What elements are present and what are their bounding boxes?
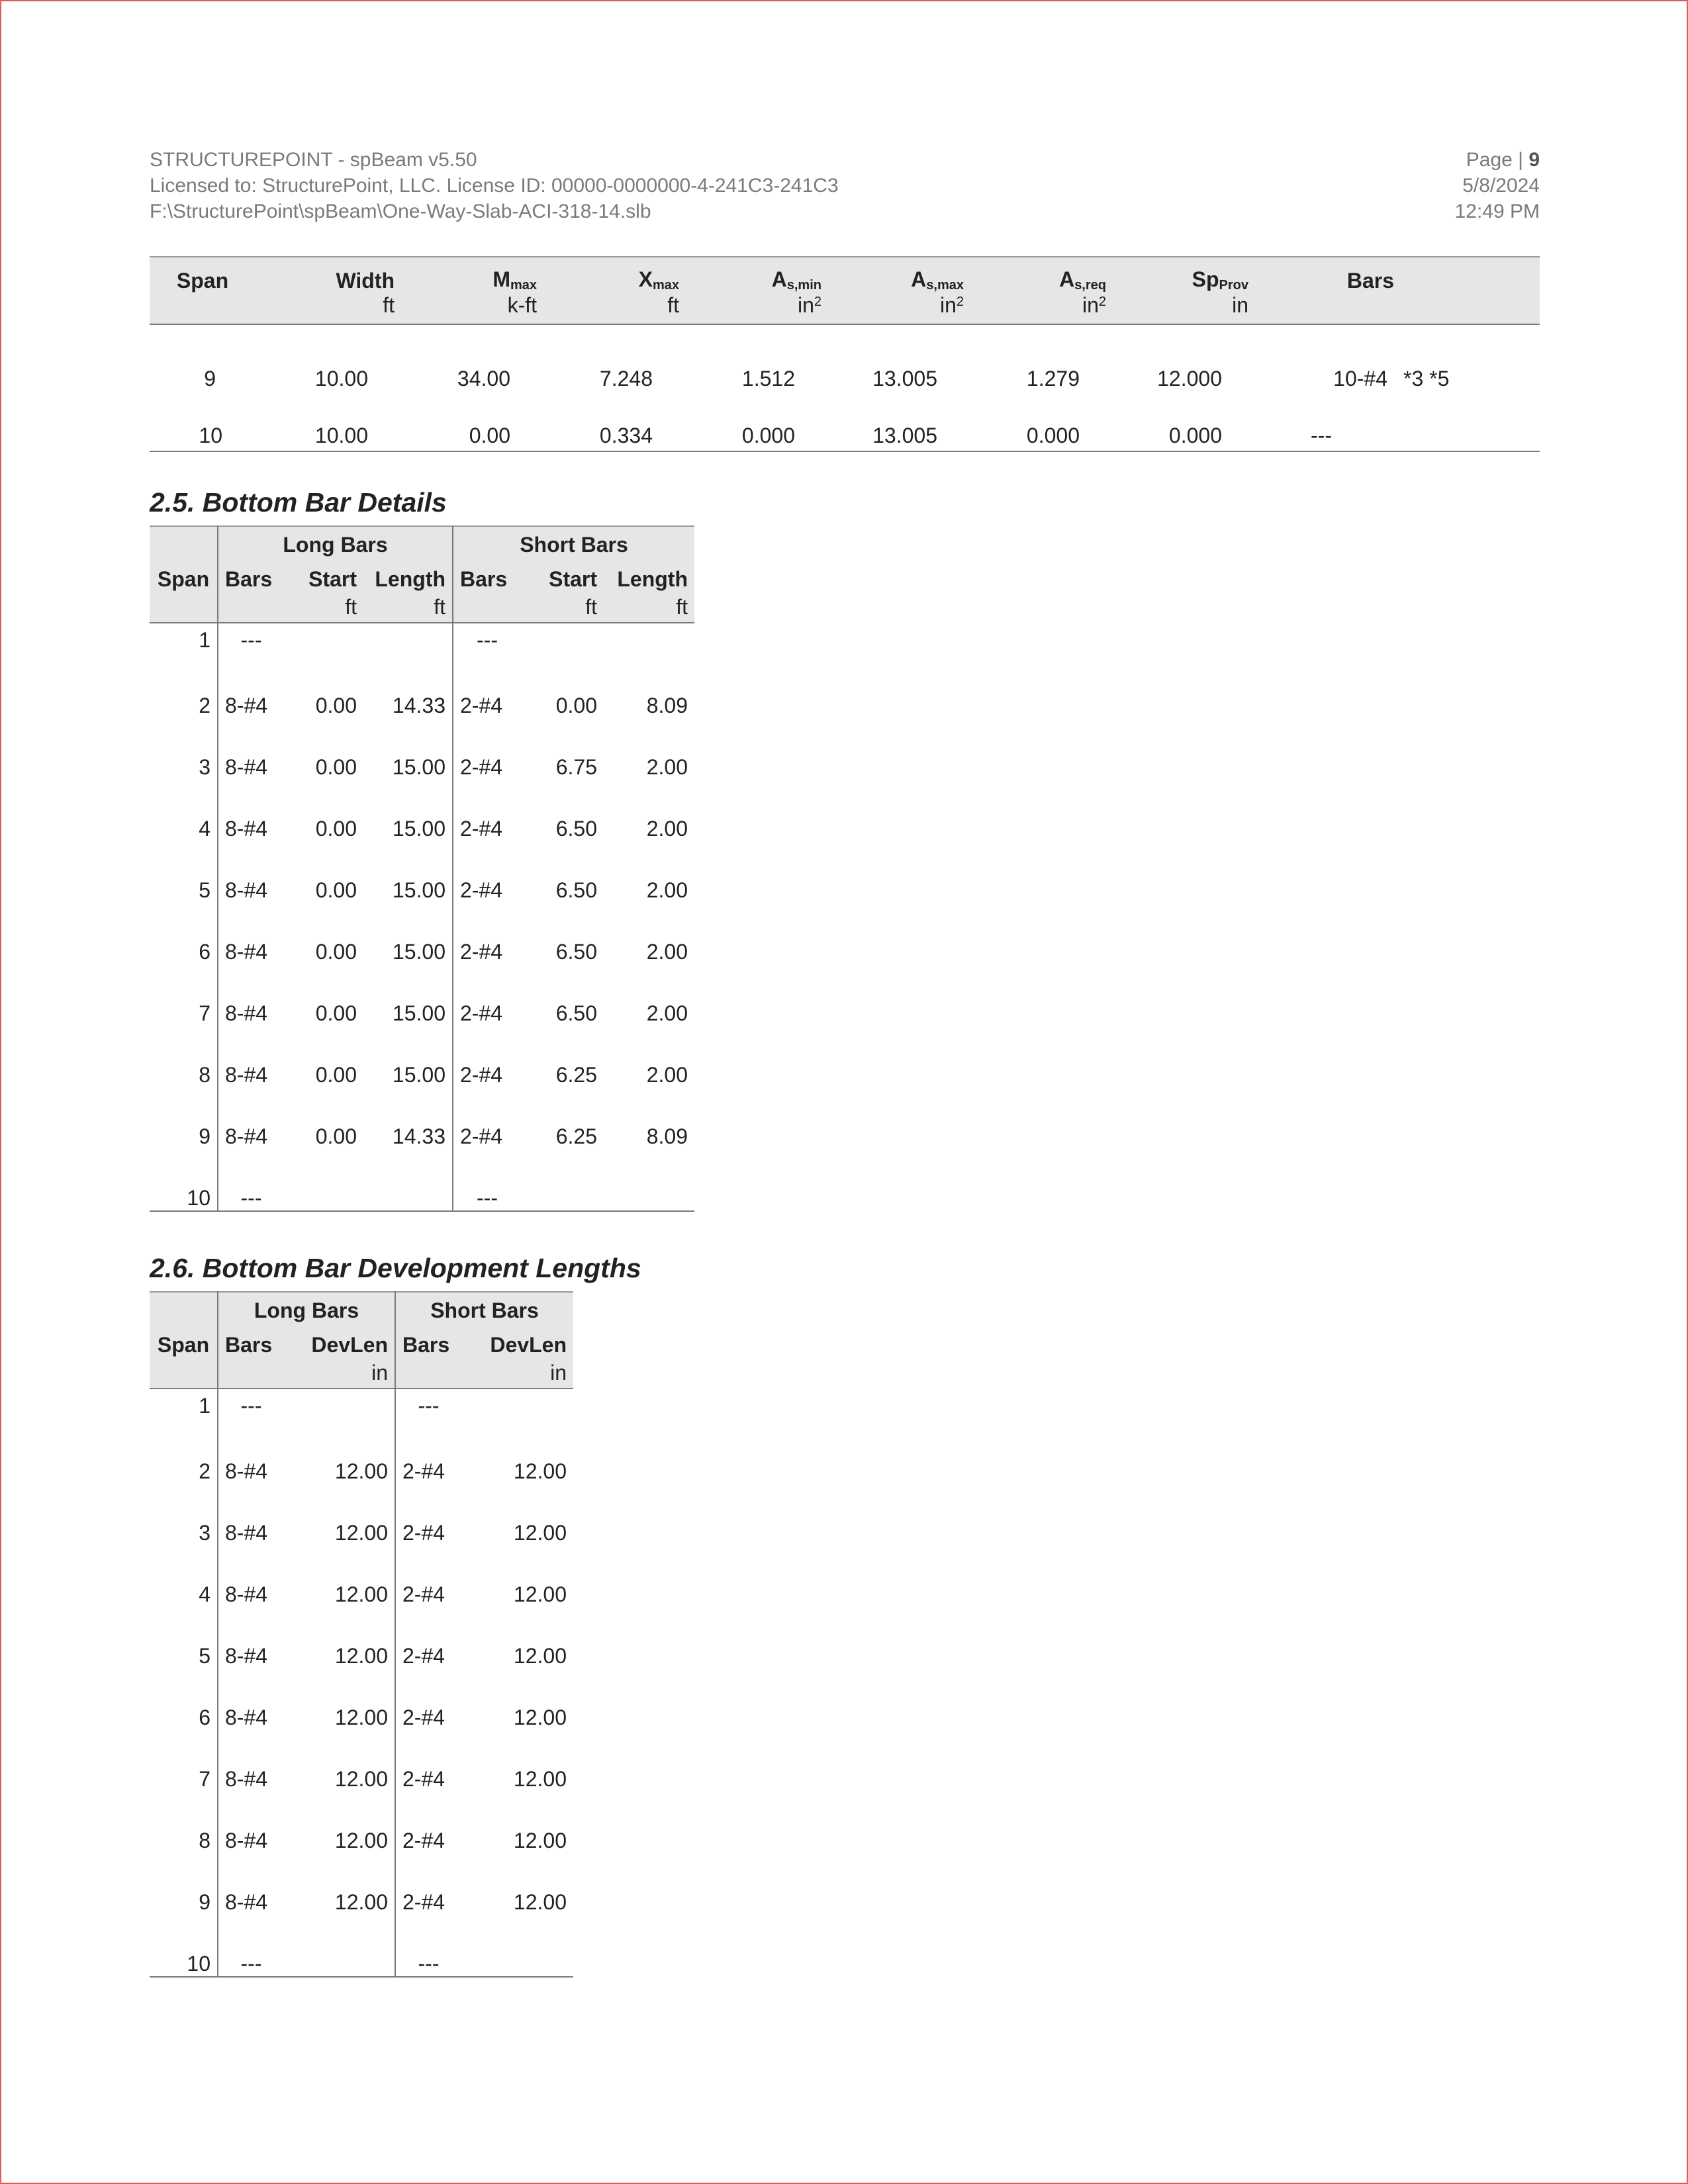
group-header-row bbox=[150, 1292, 573, 1323]
table-row: 3 8-#4 12.00 2-#4 12.00 bbox=[150, 1484, 573, 1545]
unit-asmax: $in^2$ bbox=[821, 293, 964, 324]
col-long-devlen: DevLen bbox=[284, 1323, 395, 1357]
table-row: 5 8-#4 0.00 15.00 2-#4 6.50 2.00 bbox=[150, 841, 694, 903]
table-row: 1 --- --- bbox=[150, 1388, 573, 1422]
table-row: 2 8-#4 12.00 2-#4 12.00 bbox=[150, 1422, 573, 1484]
page-label: Page | bbox=[1466, 149, 1529, 171]
table-row: 10 --- --- bbox=[150, 1915, 573, 1977]
col-asreq: $A_{s,req}$ bbox=[964, 257, 1106, 293]
license-line: Licensed to: StructurePoint, LLC. License ID: 00000-0000000-4-241C3-241C3 bbox=[150, 175, 839, 197]
section-title-bottom-bar-details: 2.5. Bottom Bar Details bbox=[150, 487, 447, 518]
table-row: 4 8-#4 0.00 15.00 2-#4 6.50 2.00 bbox=[150, 780, 694, 841]
col-short-length: Length bbox=[604, 557, 694, 592]
group-long-bars: Long Bars bbox=[218, 526, 453, 557]
unit-width: ft bbox=[256, 293, 395, 324]
col-span: Span bbox=[150, 1323, 218, 1357]
col-short-bars: Bars bbox=[395, 1323, 461, 1357]
development-lengths-table bbox=[150, 1291, 573, 1978]
group-long-bars: Long Bars bbox=[218, 1292, 395, 1323]
group-short-bars: Short Bars bbox=[453, 526, 694, 557]
col-notes bbox=[1394, 257, 1540, 293]
col-span: Span bbox=[150, 257, 256, 293]
col-long-start: Start bbox=[284, 557, 363, 592]
table-row: 6 8-#4 0.00 15.00 2-#4 6.50 2.00 bbox=[150, 903, 694, 964]
col-bars: Bars bbox=[1248, 257, 1394, 293]
col-width: Width bbox=[256, 257, 395, 293]
header-right bbox=[1455, 147, 1540, 224]
page-header bbox=[150, 147, 1540, 226]
units-row: in in bbox=[150, 1357, 573, 1388]
bottom-bar-details-table bbox=[150, 525, 694, 1212]
file-path: F:\StructurePoint\spBeam\One-Way-Slab-ACI-318-14.slb bbox=[150, 201, 651, 222]
app-name: STRUCTUREPOINT - spBeam v5.50 bbox=[150, 149, 477, 171]
table-row: 9 8-#4 12.00 2-#4 12.00 bbox=[150, 1853, 573, 1915]
col-short-bars: Bars bbox=[453, 557, 521, 592]
table-row: 9 8-#4 0.00 14.33 2-#4 6.25 8.09 bbox=[150, 1087, 694, 1149]
column-header-row bbox=[150, 1323, 573, 1357]
page-number bbox=[1455, 147, 1540, 173]
col-asmax: $A_{s,max}$ bbox=[821, 257, 964, 293]
table-row: 7 8-#4 12.00 2-#4 12.00 bbox=[150, 1730, 573, 1792]
table-row: 5 8-#4 12.00 2-#4 12.00 bbox=[150, 1607, 573, 1668]
print-date: 5/8/2024 bbox=[1462, 175, 1540, 197]
print-time: 12:49 PM bbox=[1454, 201, 1540, 222]
group-short-bars: Short Bars bbox=[395, 1292, 573, 1323]
col-long-bars: Bars bbox=[218, 557, 284, 592]
col-mmax: $M_{max}$ bbox=[395, 257, 537, 293]
table-header-row bbox=[150, 257, 1540, 293]
table-row: 3 8-#4 0.00 15.00 2-#4 6.75 2.00 bbox=[150, 718, 694, 780]
page-num: 9 bbox=[1528, 149, 1540, 171]
col-short-start: Start bbox=[521, 557, 604, 592]
unit-spprov: in bbox=[1106, 293, 1248, 324]
table-row: 1 --- --- bbox=[150, 623, 694, 657]
col-long-length: Length bbox=[363, 557, 453, 592]
col-short-devlen: DevLen bbox=[461, 1323, 573, 1357]
group-header-row bbox=[150, 526, 694, 557]
table-row: 8 8-#4 0.00 15.00 2-#4 6.25 2.00 bbox=[150, 1026, 694, 1087]
col-asmin: $A_{s,min}$ bbox=[679, 257, 821, 293]
unit-asreq: $in^2$ bbox=[964, 293, 1106, 324]
unit-asmin: $in^2$ bbox=[679, 293, 821, 324]
col-spprov: $Sp_{Prov}$ bbox=[1106, 257, 1248, 293]
col-span: Span bbox=[150, 557, 218, 592]
table-row: 7 8-#4 0.00 15.00 2-#4 6.50 2.00 bbox=[150, 964, 694, 1026]
reinforcement-table bbox=[150, 256, 1540, 452]
section-title-development-lengths: 2.6. Bottom Bar Development Lengths bbox=[150, 1253, 641, 1283]
table-row: 10 --- --- bbox=[150, 1149, 694, 1211]
unit-mmax: k-ft bbox=[395, 293, 537, 324]
column-header-row bbox=[150, 557, 694, 592]
table-row: 9 10.00 34.00 7.248 1.512 13.005 1.279 12.000 10-#4 *3 *5 bbox=[204, 367, 1450, 390]
col-xmax: $X_{max}$ bbox=[537, 257, 679, 293]
units-row: ft ft ft ft bbox=[150, 592, 694, 623]
table-row: 10 10.00 0.00 0.334 0.000 13.005 0.000 0.000 --- bbox=[150, 400, 1540, 451]
table-row: 6 8-#4 12.00 2-#4 12.00 bbox=[150, 1668, 573, 1730]
table-row: 8 8-#4 12.00 2-#4 12.00 bbox=[150, 1792, 573, 1853]
header-left bbox=[150, 147, 839, 224]
table-row: 4 8-#4 12.00 2-#4 12.00 bbox=[150, 1545, 573, 1607]
col-long-bars: Bars bbox=[218, 1323, 284, 1357]
table-units-row bbox=[150, 293, 1540, 324]
table-row: 2 8-#4 0.00 14.33 2-#4 0.00 8.09 bbox=[150, 657, 694, 718]
unit-xmax: ft bbox=[537, 293, 679, 324]
